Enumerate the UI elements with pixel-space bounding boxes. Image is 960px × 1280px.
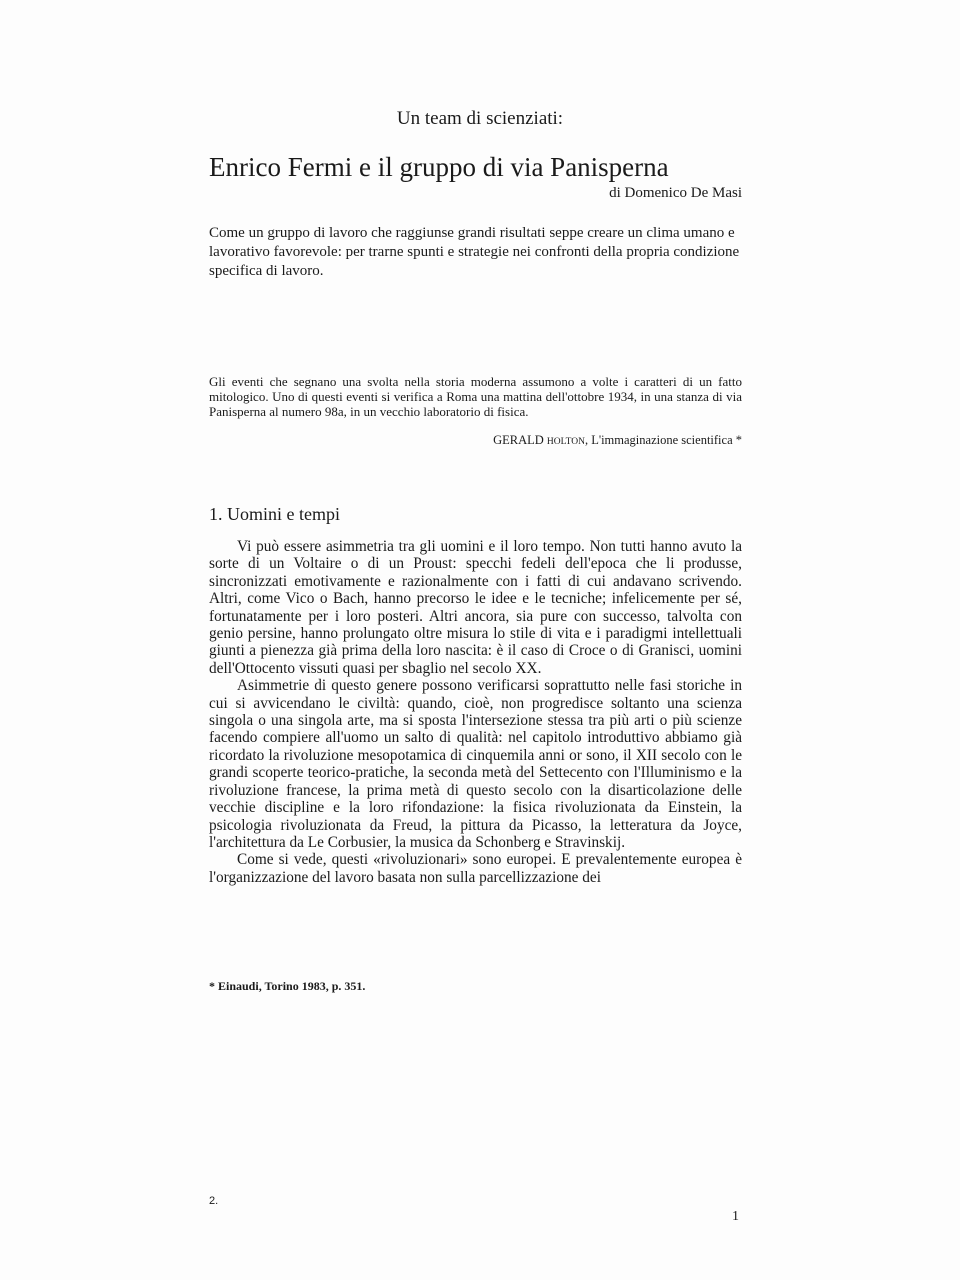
- epigraph-source: [493, 433, 742, 448]
- epigraph-source-rest: , L'immaginazione scientifica *: [584, 433, 742, 447]
- abstract: Come un gruppo di lavoro che raggiunse grandi risultati seppe creare un clima umano e lavorativo favorevole: per trarne spunti e strategie nei confronti della propria condizione specifica di lavoro.: [209, 225, 740, 279]
- body-text: [209, 538, 742, 886]
- author-line: di Domenico De Masi: [609, 185, 742, 201]
- page-marker: 2.: [209, 1195, 219, 1207]
- article-title: Enrico Fermi e il gruppo di via Panisperna: [209, 152, 669, 182]
- epigraph-source-first: GERALD: [493, 433, 544, 447]
- epigraph-source-last: HOLTON: [546, 437, 585, 447]
- footnote: * Einaudi, Torino 1983, p. 351.: [209, 979, 366, 993]
- paragraph: Asimmetrie di questo genere possono verificarsi soprattutto nelle fasi storiche in cui si avvicendano le civiltà: quando, cioè, non progredisce soltanto una scienza singola o una singola arte, ma si sposta l'intersezione stessa tra più arti o più scienze facendo compiere all'uomo un salto di qualità: nel capitolo introduttivo abbiamo già ricordato la rivoluzione mesopotamica di cinquemila anni or sono, il XII secolo con le grandi scoperte teorico-pratiche, la seconda metà del Settecento con l'Illuminismo e la rivoluzione francese, la prima metà di questo secolo con la disarticolazione delle vecchie discipline e la loro rifondazione: la fisica rivoluzionata da Einstein, la psicologia rivoluzionata da Freud, la pittura da Picasso, la letteratura da Joyce, l'architettura da Le Corbusier, la musica da Schonberg e Stravinskij.: [209, 677, 742, 851]
- paragraph: Vi può essere asimmetria tra gli uomini e il loro tempo. Non tutti hanno avuto la sorte di un Voltaire o di un Proust: specchi fedeli dell'epoca che li produsse, sincronizzati emotivamente e razionalmente con i fatti di cui andavano scrivendo. Altri, come Vico o Bach, hanno precorso le idee e le tecniche; infelicemente per sé, fortunatamente per i loro posteri. Altri ancora, sia pure con successo, talvolta con genio persine, hanno prolungato oltre misura lo stile di vita e i paradigmi intellettuali giunti a pienezza già prima della loro nascita: è il caso di Croce o di Granisci, uomini dell'Ottocento vissuti quasi per sbaglio nel secolo XX.: [209, 538, 742, 677]
- chapter-kicker: Un team di scienziati:: [396, 108, 564, 129]
- page-number: 1: [732, 1209, 739, 1224]
- epigraph-quote: Gli eventi che segnano una svolta nella storia moderna assumono a volte i caratteri di un fatto mitologico. Uno di questi eventi si verifica a Roma una mattina dell'ottobre 1934, in una stanza di via Panisperna al numero 98a, in un vecchio laboratorio di fisica.: [209, 374, 742, 419]
- section-heading: 1. Uomini e tempi: [209, 504, 340, 524]
- paragraph: Come si vede, questi «rivoluzionari» sono europei. E prevalentemente europea è l'organizzazione del lavoro basata non sulla parcellizzazione dei: [209, 851, 742, 886]
